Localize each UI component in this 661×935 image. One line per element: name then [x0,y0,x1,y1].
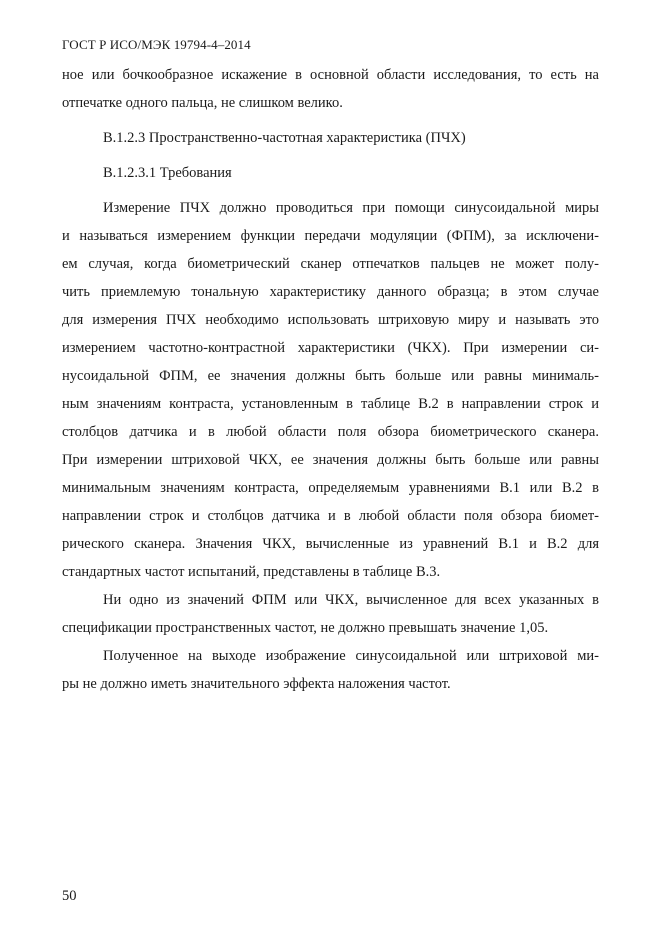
text-line: Измерение ПЧХ должно проводиться при помощи синусоидальной миры [103,200,599,216]
text-line: ным значениям контраста, установленным в таблице В.2 в направлении строк и [62,396,599,412]
text-line: ры не должно иметь значительного эффекта наложения частот. [62,676,451,692]
continuation-paragraph [62,61,599,117]
page-header: ГОСТ Р ИСО/МЭК 19794-4–2014 [62,37,251,52]
section-heading: В.1.2.3 Пространственно-частотная характеристика (ПЧХ) [103,130,466,146]
text-line: для измерения ПЧХ необходимо использовать штриховую миру и называть это [62,312,599,328]
text-line: нусоидальной ФПМ, ее значения должны быть больше или равны минималь- [62,368,599,384]
text-line: измерением частотно-контрастной характеристики (ЧКХ). При измерении си- [62,340,599,356]
text-line: Ни одно из значений ФПМ или ЧКХ, вычисленное для всех указанных в [103,592,599,608]
subsection-heading: В.1.2.3.1 Требования [103,165,232,181]
page-number: 50 [62,888,77,904]
text-line: При измерении штриховой ЧКХ, ее значения должны быть больше или равны [62,452,599,468]
text-line: столбцов датчика и в любой области поля обзора биометрического сканера. [62,424,599,440]
text-line: направлении строк и столбцов датчика и в любой области поля обзора биомет- [62,508,599,524]
text-line: и называться измерением функции передачи модуляции (ФПМ), за исключени- [62,228,599,244]
document-body [62,61,599,698]
requirements-paragraph-2 [62,586,599,642]
requirements-paragraph-3 [62,642,599,698]
requirements-paragraph-1 [62,194,599,586]
text-line: отпечатке одного пальца, не слишком велико. [62,95,343,111]
text-line: Полученное на выходе изображение синусоидальной или штриховой ми- [103,648,599,664]
text-line: стандартных частот испытаний, представлены в таблице В.3. [62,564,441,580]
text-line: рического сканера. Значения ЧКХ, вычисленные из уравнений В.1 и В.2 для [62,536,599,552]
text-line: спецификации пространственных частот, не должно превышать значение 1,05. [62,620,549,636]
text-line: ное или бочкообразное искажение в основной области исследования, то есть на [62,67,599,83]
text-line: минимальным значениям контраста, определяемым уравнениями В.1 или В.2 в [62,480,599,496]
text-line: ем случая, когда биометрический сканер отпечатков пальцев не может полу- [62,256,599,272]
text-line: чить приемлемую тональную характеристику данного образца; в этом случае [62,284,599,300]
